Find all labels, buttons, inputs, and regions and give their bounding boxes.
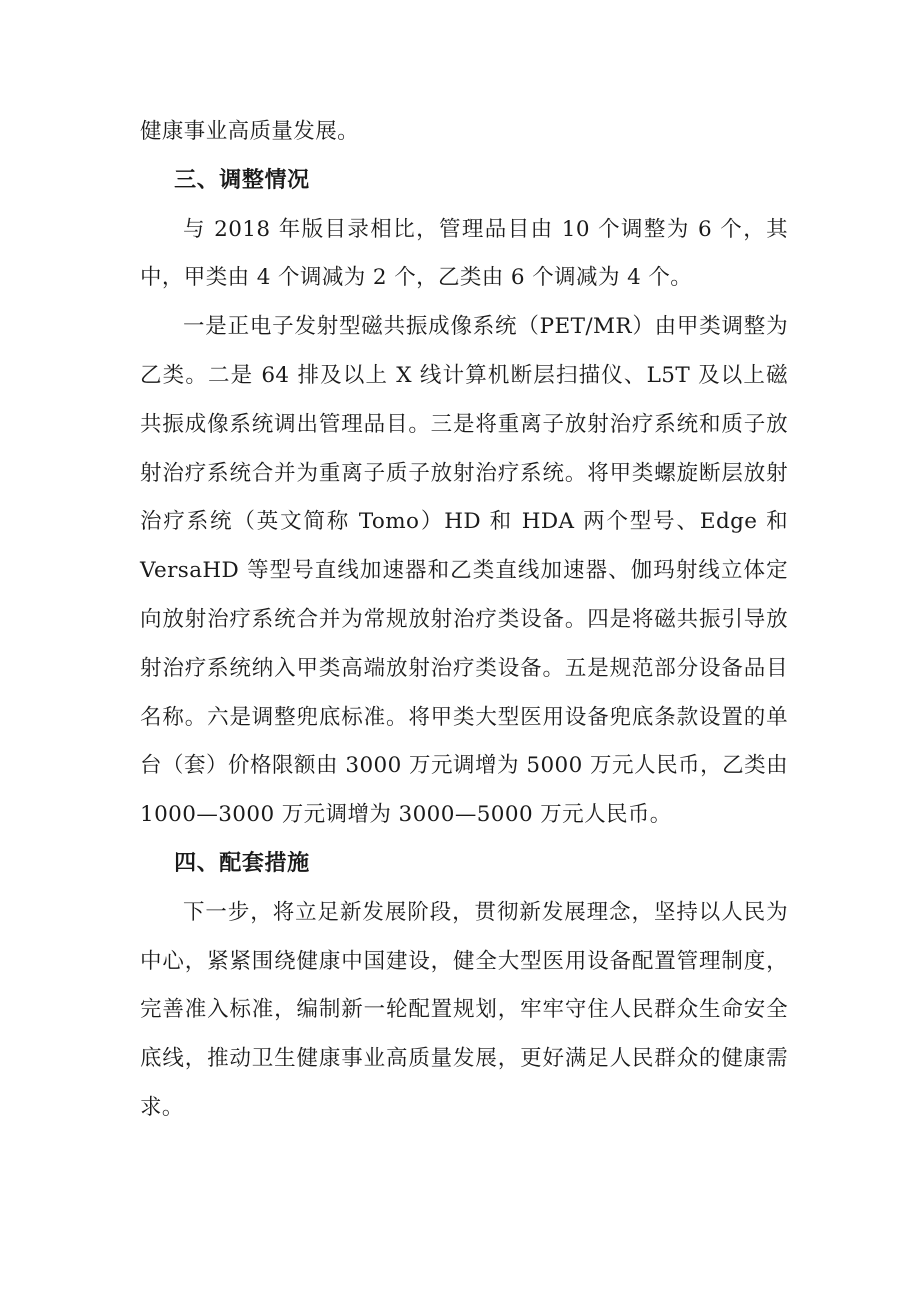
paragraph-adjustment-summary: 与 2018 年版目录相比，管理品目由 10 个调整为 6 个，其中，甲类由 4 个调减为 2 个，乙类由 6 个调减为 4 个。 (140, 216, 788, 291)
section-heading-measures: 四、配套措施 (174, 850, 310, 876)
paragraph-intro-tail: 健康事业高质量发展。 (140, 119, 360, 144)
paragraph-measures: 下一步，将立足新发展阶段，贯彻新发展理念，坚持以人民为中心，紧紧围绕健康中国建设，健全大型医用设备配置管理制度，完善准入标准，编制新一轮配置规划，牢牢守住人民群众生命安全底线，推动卫生健康事业高质量发展，更好满足人民群众的健康需求。 (140, 899, 788, 1120)
document-body (140, 108, 788, 1133)
section-heading-adjustments: 三、调整情况 (174, 167, 310, 193)
paragraph-adjustment-details: 一是正电子发射型磁共振成像系统（PET/MR）由甲类调整为乙类。二是 64 排及以上 X 线计算机断层扫描仪、L5T 及以上磁共振成像系统调出管理品目。三是将重离子放射治疗系统和质子放射治疗系统合并为重离子质子放射治疗系统。将甲类螺旋断层放射治疗系统（英文简称 Tomo）HD 和 HDA 两个型号、Edge 和 VersaHD 等型号直线加速器和乙类直线加速器、伽玛射线立体定向放射治疗系统合并为常规放射治疗类设备。四是将磁共振引导放射治疗系统纳入甲类高端放射治疗类设备。五是规范部分设备品目名称。六是调整兜底标准。将甲类大型医用设备兜底条款设置的单台（套）价格限额由 3000 万元调增为 5000 万元人民币，乙类由 1000—3000 万元调增为 3000—5000 万元人民币。 (140, 314, 788, 828)
